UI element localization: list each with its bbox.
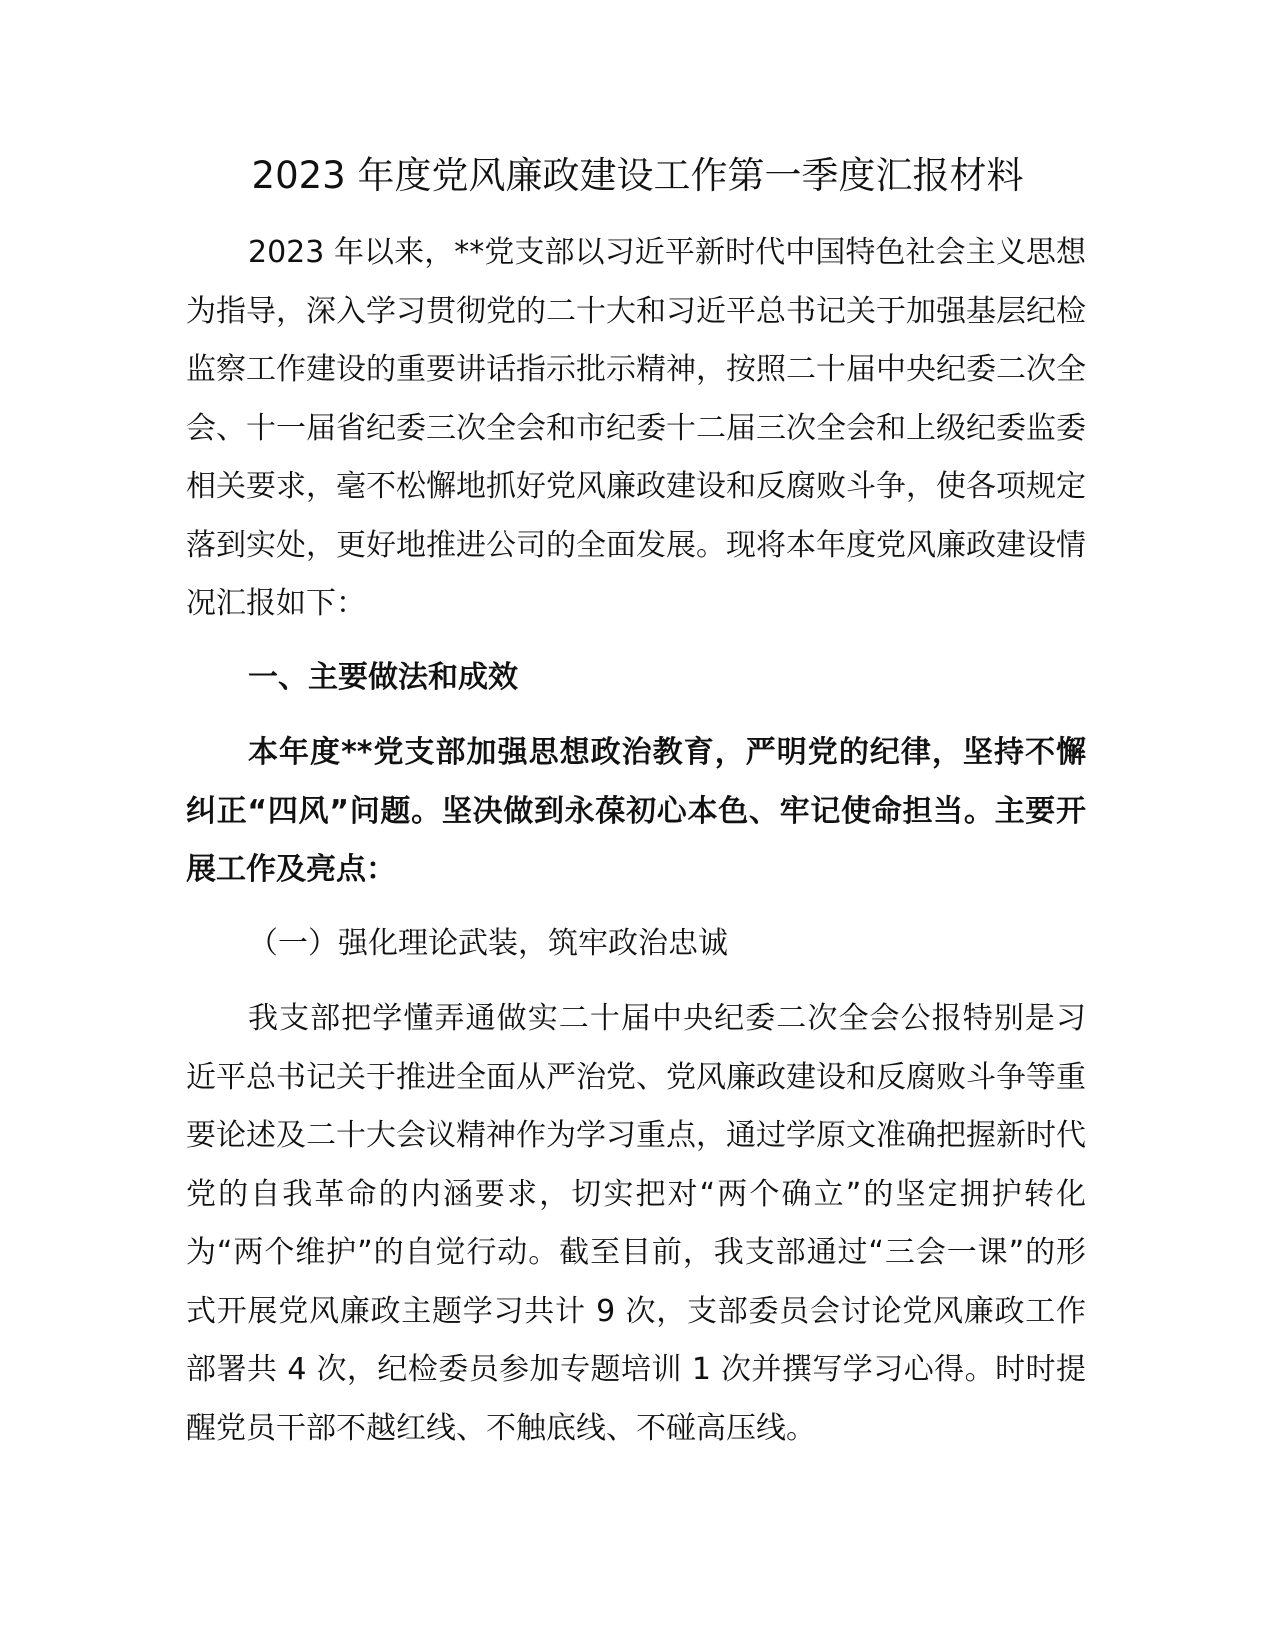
document-body [186,224,1086,1458]
subsection-heading: （一）强化理论武装，筑牢政治忠诚 [248,925,728,961]
intro-paragraph: 2023 年以来，**党支部以习近平新时代中国特色社会主义思想为指导，深入学习贯彻党的二十大和习近平总书记关于加强基层纪检监察工作建设的重要讲话指示批示精神，按照二十届中央纪委二次全会、十一届省纪委三次全会和市纪委十二届三次全会和上级纪委监委相关要求，毫不松懈地抓好党风廉政建设和反腐败斗争，使各项规定落到实处，更好地推进公司的全面发展。现将本年度党风廉政建设情况汇报如下： [186,235,1086,621]
subsection-body-paragraph: 我支部把学懂弄通做实二十届中央纪委二次全会公报特别是习近平总书记关于推进全面从严治党、党风廉政建设和反腐败斗争等重要论述及二十大会议精神作为学习重点，通过学原文准确把握新时代党的自我革命的内涵要求，切实把对“两个确立”的坚定拥护转化为“两个维护”的自觉行动。截至目前，我支部通过“三会一课”的形式开展党风廉政主题学习共计 9 次，支部委员会讨论党风廉政工作部署共 4 次，纪检委员参加专题培训 1 次并撰写学习心得。时时提醒党员干部不越红线、不触底线、不碰高压线。 [186,1001,1086,1446]
spacer [186,973,1086,990]
section-heading: 一、主要做法和成效 [248,659,518,695]
section-intro-paragraph: 本年度**党支部加强思想政治教育，严明党的纪律，坚持不懈纠正“四风”问题。坚决做到永葆初心本色、牢记使命担当。主要开展工作及亮点： [186,735,1086,887]
document-title: 2023 年度党风廉政建设工作第一季度汇报材料 [251,154,1024,197]
spacer [186,634,1086,649]
spacer [186,900,1086,915]
spacer [186,707,1086,724]
